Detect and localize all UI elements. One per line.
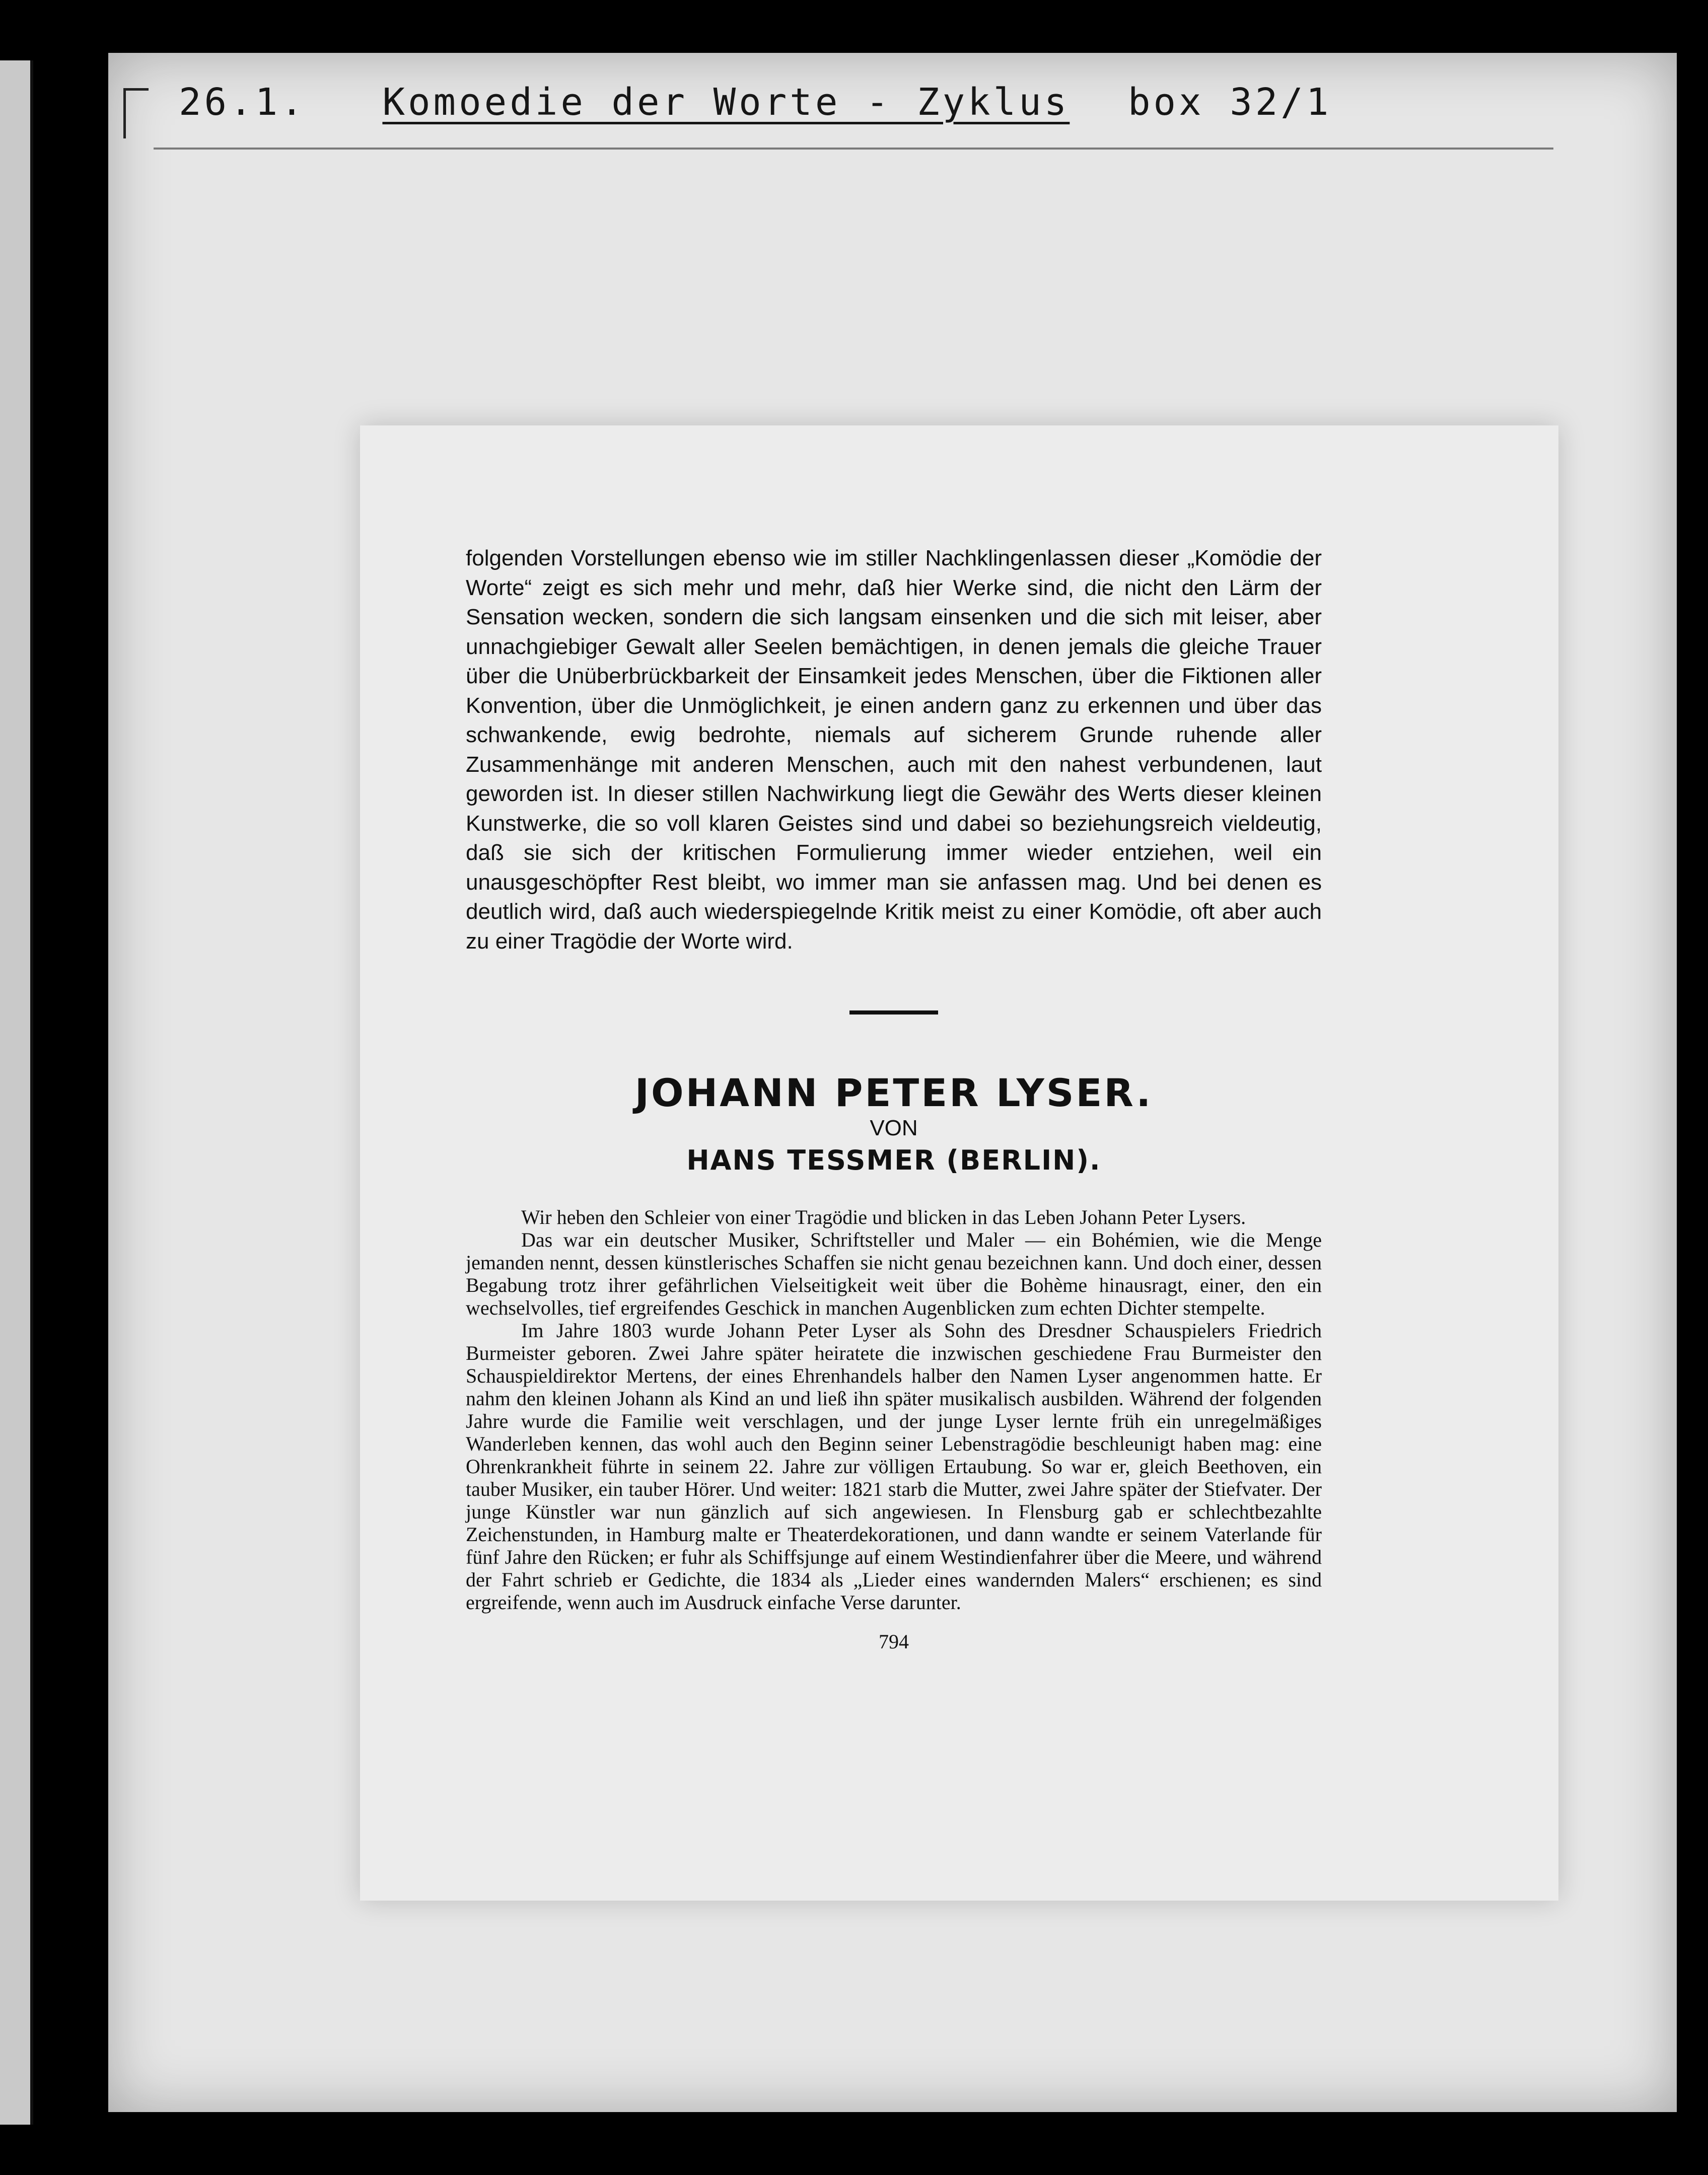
folder-header: [179, 81, 1332, 124]
scanner-left-edge: [0, 60, 33, 2125]
article-author: HANS TESSMER (BERLIN).: [686, 1144, 1101, 1177]
newspaper-clipping: [360, 425, 1558, 1901]
archive-folder-page: [108, 53, 1677, 2112]
folder-title: Komoedie der Worte - Zyklus: [382, 81, 1070, 124]
body-paragraph-2: Das war ein deutscher Musiker, Schriftsteller und Maler — ein Bohémien, wie die Menge jemanden nennt, dessen künstlerisches Schaffen sie nicht genau bezeichnen kann. Und doch einer, dessen Begabung trotz ihrer gefährlichen Vielseitigkeit weit über die Bohème hinausragt, einer, den ein wechselvolles, tief ergreifendes Geschick in manchen Augenblicken zum echten Dichter stempelte.: [466, 1228, 1322, 1319]
folder-index: 26.1.: [179, 81, 306, 124]
article-body: [466, 1206, 1322, 1614]
article-byline-von: VON: [870, 1116, 918, 1140]
corner-bracket-mark: [123, 88, 149, 138]
page-number: 794: [879, 1630, 909, 1653]
body-paragraph-3: Im Jahre 1803 wurde Johann Peter Lyser als Sohn des Dresdner Schauspielers Friedrich Burmeister geboren. Zwei Jahre später heiratete die inzwischen geschiedene Frau Burmeister den Schauspieldirektor Mertens, der eines Ehrenhandels halber den Namen Lyser angenommen hatte. Er nahm den kleinen Johann als Kind an und ließ ihn später musikalisch ausbilden. Während der folgenden Jahre wurde die Familie weit verschlagen, und der junge Lyser lernte früh ein unregelmäßiges Wanderleben kennen, das wohl auch den Beginn seiner Lebenstragödie beschleunigt haben mag: eine Ohrenkrankheit führte in seinem 22. Jahre zur völligen Ertaubung. So war er, gleich Beethoven, ein tauber Musiker, ein tauber Hörer. Und weiter: 1821 starb die Mutter, zwei Jahre später der Stiefvater. Der junge Künstler war nun gänzlich auf sich angewiesen. In Flensburg gab er schlechtbezahlte Zeichenstunden, in Hamburg malte er Theaterdekorationen, und dann wandte er seinem Vaterlande für fünf Jahre den Rücken; er fuhr als Schiffsjunge auf einem Westindienfahrer über die Meere, und während der Fahrt schrieb er Gedichte, die 1834 als „Lieder eines wandernden Malers“ erschienen; es sind ergreifende, wenn auch im Ausdruck einfache Verse darunter.: [466, 1319, 1322, 1614]
body-paragraph-1: Wir heben den Schleier von einer Tragödie und blicken in das Leben Johann Peter Lysers.: [521, 1205, 1246, 1228]
intro-paragraph: folgenden Vorstellungen ebenso wie im stiller Nachklingenlassen dieser „Komödie der Worte“ zeigt es sich mehr und mehr, daß hier Werke sind, die nicht den Lärm der Sensation wecken, sondern die sich langsam einsenken und die sich mit leiser, aber unnachgiebiger Gewalt aller Seelen bemächtigen, in denen jemals die gleiche Trauer über die Unüberbrückbarkeit der Einsamkeit jedes Menschen, über die Fiktionen aller Konvention, über die Unmöglichkeit, je einen andern ganz zu erkennen und über das schwankende, ewig bedrohte, niemals auf sicherem Grunde ruhende aller Zusammenhänge mit anderen Menschen, auch mit den nahest verbundenen, laut geworden ist. In dieser stillen Nachwirkung liegt die Gewähr des Werts dieser kleinen Kunstwerke, die so voll klaren Geistes sind und dabei so beziehungsreich vieldeutig, daß sie sich der kritischen Formulierung immer wieder entziehen, weil ein unausgeschöpfter Rest bleibt, wo immer man sie anfassen mag. Und bei denen es deutlich wird, daß auch wiederspiegelnde Kritik meist zu einer Komödie, oft aber auch zu einer Tragödie der Worte wird.: [466, 546, 1322, 954]
section-divider: [849, 1010, 938, 1014]
header-rule: [154, 148, 1553, 150]
clipping-content: [466, 544, 1322, 1653]
article-title: JOHANN PETER LYSER.: [634, 1070, 1153, 1115]
folder-box-number: box 32/1: [1128, 81, 1332, 124]
